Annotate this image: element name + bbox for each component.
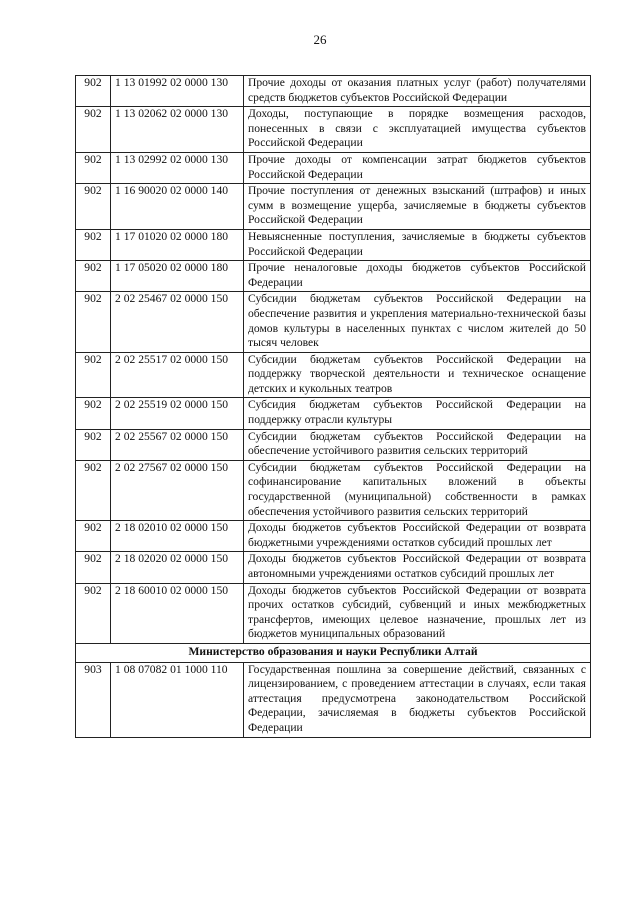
budget-code-cell: 2 02 27567 02 0000 150	[111, 460, 244, 520]
table-row	[76, 107, 591, 153]
budget-code-cell: 2 02 25517 02 0000 150	[111, 352, 244, 398]
admin-code-cell: 902	[76, 429, 111, 460]
table-row	[76, 460, 591, 520]
section-header-row	[76, 643, 591, 662]
admin-code-cell: 902	[76, 184, 111, 230]
table-row	[76, 152, 591, 183]
budget-revenue-table	[75, 75, 591, 738]
revenue-name-cell: Прочие доходы от оказания платных услуг (работ) получателями средств бюджетов субъектов Российской Федерации	[244, 76, 591, 107]
budget-code-cell: 2 18 02020 02 0000 150	[111, 552, 244, 583]
table-row	[76, 552, 591, 583]
budget-code-cell: 1 08 07082 01 1000 110	[111, 662, 244, 737]
revenue-name-cell: Невыясненные поступления, зачисляемые в бюджеты субъектов Российской Федерации	[244, 229, 591, 260]
revenue-name-cell: Субсидии бюджетам субъектов Российской Федерации на софинансирование капитальных вложений в объекты государственной (муниципальной) собственности в рамках обеспечения устойчивого развития сельских территорий	[244, 460, 591, 520]
admin-code-cell: 902	[76, 261, 111, 292]
table-row	[76, 352, 591, 398]
admin-code-cell: 902	[76, 229, 111, 260]
table-row	[76, 662, 591, 737]
budget-code-cell: 1 13 02062 02 0000 130	[111, 107, 244, 153]
admin-code-cell: 902	[76, 292, 111, 352]
revenue-name-cell: Государственная пошлина за совершение действий, связанных с лицензированием, с проведением аттестации в случаях, если такая аттестация предусмотрена законодательством Российской Федерации, зачисляемая в бюджеты субъектов Российской Федерации	[244, 662, 591, 737]
revenue-name-cell: Прочие доходы от компенсации затрат бюджетов субъектов Российской Федерации	[244, 152, 591, 183]
admin-code-cell: 902	[76, 398, 111, 429]
budget-code-cell: 1 17 01020 02 0000 180	[111, 229, 244, 260]
budget-code-cell: 2 02 25567 02 0000 150	[111, 429, 244, 460]
table-row	[76, 521, 591, 552]
budget-code-cell: 1 16 90020 02 0000 140	[111, 184, 244, 230]
revenue-name-cell: Доходы бюджетов субъектов Российской Федерации от возврата бюджетными учреждениями остатков субсидий прошлых лет	[244, 521, 591, 552]
revenue-name-cell: Субсидии бюджетам субъектов Российской Федерации на поддержку творческой деятельности и техническое оснащение детских и кукольных театров	[244, 352, 591, 398]
revenue-name-cell: Доходы, поступающие в порядке возмещения расходов, понесенных в связи с эксплуатацией имущества субъектов Российской Федерации	[244, 107, 591, 153]
revenue-name-cell: Прочие неналоговые доходы бюджетов субъектов Российской Федерации	[244, 261, 591, 292]
table-row	[76, 429, 591, 460]
budget-code-cell: 1 17 05020 02 0000 180	[111, 261, 244, 292]
section-header: Министерство образования и науки Республики Алтай	[76, 643, 591, 662]
budget-code-cell: 2 02 25519 02 0000 150	[111, 398, 244, 429]
budget-code-cell: 2 02 25467 02 0000 150	[111, 292, 244, 352]
table-row	[76, 398, 591, 429]
admin-code-cell: 903	[76, 662, 111, 737]
revenue-name-cell: Субсидии бюджетам субъектов Российской Федерации на обеспечение устойчивого развития сельских территорий	[244, 429, 591, 460]
revenue-name-cell: Доходы бюджетов субъектов Российской Федерации от возврата автономными учреждениями остатков субсидий прошлых лет	[244, 552, 591, 583]
table-row	[76, 229, 591, 260]
table-row	[76, 583, 591, 643]
revenue-name-cell: Субсидия бюджетам субъектов Российской Федерации на поддержку отрасли культуры	[244, 398, 591, 429]
admin-code-cell: 902	[76, 76, 111, 107]
table-body	[76, 76, 591, 738]
budget-code-cell: 2 18 60010 02 0000 150	[111, 583, 244, 643]
budget-code-cell: 1 13 01992 02 0000 130	[111, 76, 244, 107]
revenue-name-cell: Прочие поступления от денежных взысканий (штрафов) и иных сумм в возмещение ущерба, зачисляемые в бюджеты субъектов Российской Федерации	[244, 184, 591, 230]
table-row	[76, 292, 591, 352]
revenue-name-cell: Субсидии бюджетам субъектов Российской Федерации на обеспечение развития и укрепления материально-технической базы домов культуры в населенных пунктах с числом жителей до 50 тысяч человек	[244, 292, 591, 352]
admin-code-cell: 902	[76, 352, 111, 398]
admin-code-cell: 902	[76, 460, 111, 520]
admin-code-cell: 902	[76, 552, 111, 583]
admin-code-cell: 902	[76, 583, 111, 643]
admin-code-cell: 902	[76, 521, 111, 552]
budget-code-cell: 1 13 02992 02 0000 130	[111, 152, 244, 183]
table-row	[76, 76, 591, 107]
revenue-name-cell: Доходы бюджетов субъектов Российской Федерации от возврата прочих остатков субсидий, субвенций и иных межбюджетных трансфертов, имеющих целевое назначение, прошлых лет из бюджетов муниципальных образований	[244, 583, 591, 643]
admin-code-cell: 902	[76, 152, 111, 183]
table-row	[76, 184, 591, 230]
page-number: 26	[313, 32, 327, 47]
admin-code-cell: 902	[76, 107, 111, 153]
table-row	[76, 261, 591, 292]
budget-code-cell: 2 18 02010 02 0000 150	[111, 521, 244, 552]
